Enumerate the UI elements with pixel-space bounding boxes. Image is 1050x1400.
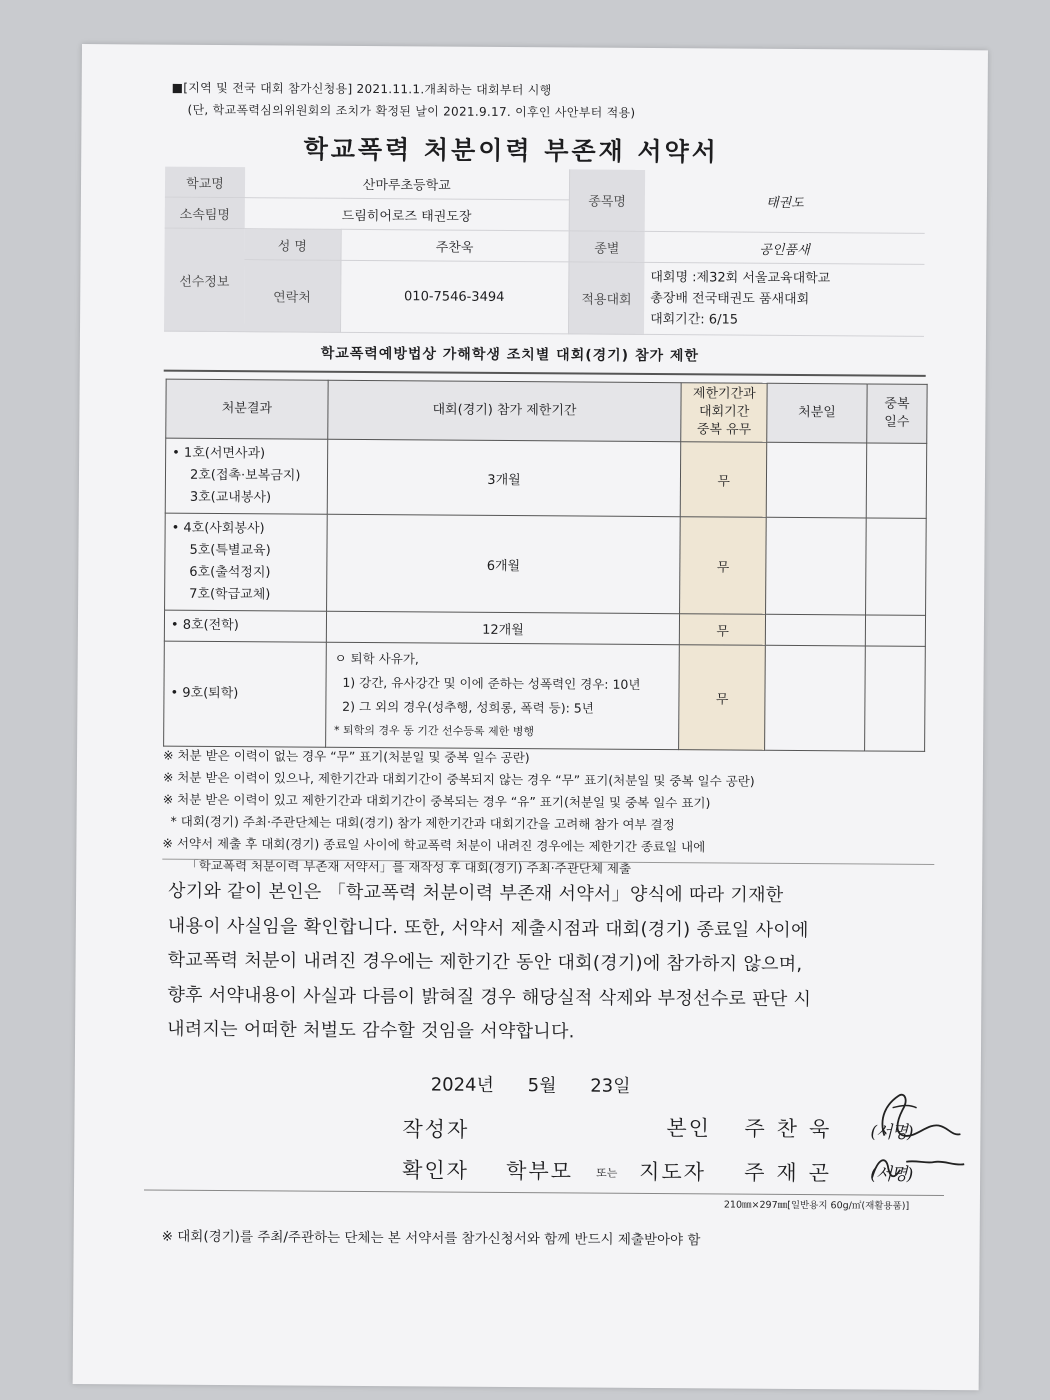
date-cell	[766, 517, 867, 615]
date-year: 2024년	[430, 1074, 495, 1096]
pledge-line: 내용이 사실임을 확인합니다. 또한, 서약서 제출시점과 대회(경기) 종료일 사이에	[167, 915, 809, 941]
contact-label: 연락처	[244, 260, 341, 333]
or-label: 또는	[596, 1166, 618, 1180]
header-line-2: (단, 학교폭력심의위원회의 조치가 확정된 날이 2021.9.17. 이후인 사안부터 적용)	[187, 102, 636, 120]
event-label: 종별	[568, 231, 644, 263]
date-month: 5월	[527, 1075, 557, 1097]
pledge-line: 상기와 같이 본인은 「학교폭력 처분이력 부존재 서약서」양식에 따라 기재한	[168, 880, 784, 906]
pledge-line: 향후 서약내용이 사실과 다름이 밝혀질 경우 해당실적 삭제와 부정선수로 판단 시	[167, 984, 812, 1010]
period-line: * 퇴학의 경우 동 기간 선수등록 제한 병행	[333, 723, 535, 739]
overlap-cell: 무	[680, 614, 766, 646]
competition-name-line-2: 총장배 전국태권도 품새대회	[650, 290, 810, 308]
col-overlap-header	[681, 383, 767, 443]
team-label: 소속팀명	[165, 197, 245, 229]
header-line-1: ■[지역 및 전국 대회 참가신청용] 2021.11.1.개최하는 대회부터 시행	[171, 80, 552, 98]
period-cell: 12개월	[326, 611, 680, 644]
result-cell: • 9호(퇴학)	[164, 641, 327, 747]
player-info-label: 선수정보	[164, 228, 245, 332]
parent-label: 학부모	[506, 1158, 574, 1184]
name-label: 성 명	[244, 229, 340, 261]
pledge-text	[167, 875, 938, 1053]
period-cell: 6개월	[326, 514, 680, 613]
result-item: 6호(출석정지)	[189, 564, 271, 581]
result-item: 3호(교내봉사)	[189, 489, 272, 506]
date-cell	[766, 614, 866, 646]
col-date-header: 처분일	[767, 383, 867, 443]
divider	[144, 1189, 944, 1196]
contact-value: 010-7546-3494	[340, 260, 568, 334]
school-value: 산마루초등학교	[245, 167, 569, 200]
school-label: 학교명	[165, 167, 245, 198]
overlap-header-line-3: 중복 유무	[696, 422, 752, 438]
event-value: 공인품새	[644, 231, 924, 264]
result-cell	[165, 513, 327, 611]
competition-period: 대회기간: 6/15	[650, 311, 739, 328]
result-item: • 1호(서면사과)	[172, 445, 266, 462]
signing-date	[431, 1070, 659, 1098]
date-cell	[765, 645, 866, 751]
guide-signature-label: (서명)	[870, 1164, 913, 1185]
form-title: 학교폭력 처분이력 부존재 서약서	[303, 134, 719, 167]
sport-value: 태권도	[645, 170, 925, 233]
self-signature-label: (서명)	[870, 1122, 913, 1143]
days-cell	[866, 518, 927, 615]
pledge-line: 내려지는 어떠한 처벌도 감수할 것임을 서약합니다.	[167, 1018, 575, 1043]
overlap-cell: 무	[681, 442, 767, 518]
note-line: 「학교폭력 처분이력 부존재 서약서」를 재작성 후 대회(경기) 주최·주관단체 제출	[186, 857, 632, 876]
competition-info	[644, 262, 924, 336]
self-signature-scribble	[864, 1077, 974, 1148]
note-line: ※ 처분 받은 이력이 있고 제한기간과 대회기간이 중복되는 경우 “유” 표기(처분일 및 중복 일수 표기)	[162, 791, 711, 811]
col-result-header: 처분결과	[166, 379, 328, 439]
footer-note: ※ 대회(경기)를 주최/주관하는 단체는 본 서약서를 참가신청서와 함께 반드시 제출받아야 함	[161, 1228, 701, 1249]
days-header-line-1: 중복	[884, 396, 910, 412]
period-line: 1) 강간, 유사강간 및 이에 준하는 성폭력인 경우: 10년	[342, 674, 641, 692]
note-line: ※ 처분 받은 이력이 없는 경우 “무” 표기(처분일 및 중복 일수 공란)	[162, 747, 530, 766]
sport-label: 종목명	[569, 169, 645, 231]
period-cell: 3개월	[327, 439, 681, 516]
period-line: 2) 그 외의 경우(성추행, 성희롱, 폭력 등): 5년	[342, 698, 594, 716]
divider	[164, 370, 926, 377]
date-cell	[766, 442, 866, 518]
pledge-form-sheet	[73, 44, 988, 1390]
result-cell: • 8호(전학)	[164, 610, 326, 642]
col-days-header	[867, 384, 927, 443]
days-cell	[865, 615, 925, 646]
pledge-line: 학교폭력 처분이 내려진 경우에는 제한기간 동안 대회(경기)에 참가하지 않으며,	[167, 949, 803, 976]
guide-label: 지도자	[639, 1159, 707, 1185]
competition-label: 적용대회	[568, 262, 645, 335]
overlap-cell: 무	[679, 645, 766, 751]
result-item: 2호(접촉·보복금지)	[189, 467, 301, 484]
guide-signature-scribble	[864, 1147, 974, 1188]
table-row	[164, 641, 926, 751]
team-value: 드림히어로즈 태권도장	[245, 198, 569, 231]
player-info-table	[164, 167, 925, 337]
note-line: * 대회(경기) 주최·주관단체는 대회(경기) 참가 제한기간과 대회기간을 고려해 참가 여부 결정	[170, 813, 675, 833]
table-row	[165, 438, 927, 518]
overlap-header-line-1: 제한기간과	[692, 386, 756, 402]
restriction-table	[163, 379, 928, 752]
confirm-label: 확인자	[402, 1158, 470, 1183]
self-name: 주찬욱	[744, 1116, 842, 1142]
result-item: 7호(학급교체)	[189, 586, 271, 603]
period-cell	[325, 642, 679, 749]
paper-spec: 210㎜×297㎜[일반용지 60g/㎡(재활용품)]	[723, 1199, 910, 1212]
self-label: 본인	[666, 1116, 712, 1141]
days-cell	[865, 646, 926, 751]
table-row	[165, 513, 927, 615]
overlap-header-line-2: 대회기간	[699, 404, 750, 420]
restriction-subtitle: 학교폭력예방법상 가해학생 조치별 대회(경기) 참가 제한	[320, 345, 699, 365]
competition-name-line-1: 대회명 :제32회 서울교육대학교	[650, 269, 831, 287]
date-day: 23일	[590, 1075, 631, 1097]
result-cell	[165, 438, 327, 514]
days-cell	[866, 443, 926, 518]
note-line: ※ 서약서 제출 후 대회(경기) 종료일 사이에 학교폭력 처분이 내려진 경우에는 제한기간 종료일 내에	[162, 835, 706, 855]
note-line: ※ 처분 받은 이력이 있으나, 제한기간과 대회기간이 중복되지 않는 경우 “무” 표기(처분일 및 중복 일수 공란)	[162, 769, 755, 789]
col-period-header: 대회(경기) 참가 제한기간	[328, 380, 682, 441]
result-item: • 4호(사회봉사)	[171, 520, 265, 537]
period-line: ㅇ 퇴학 사유가,	[334, 650, 419, 667]
name-value: 주찬욱	[340, 229, 568, 262]
result-item: 5호(특별교육)	[189, 542, 271, 559]
guide-name: 주재곤	[744, 1160, 842, 1186]
overlap-cell: 무	[680, 517, 767, 615]
days-header-line-2: 일수	[884, 414, 910, 430]
writer-label: 작성자	[402, 1117, 470, 1142]
